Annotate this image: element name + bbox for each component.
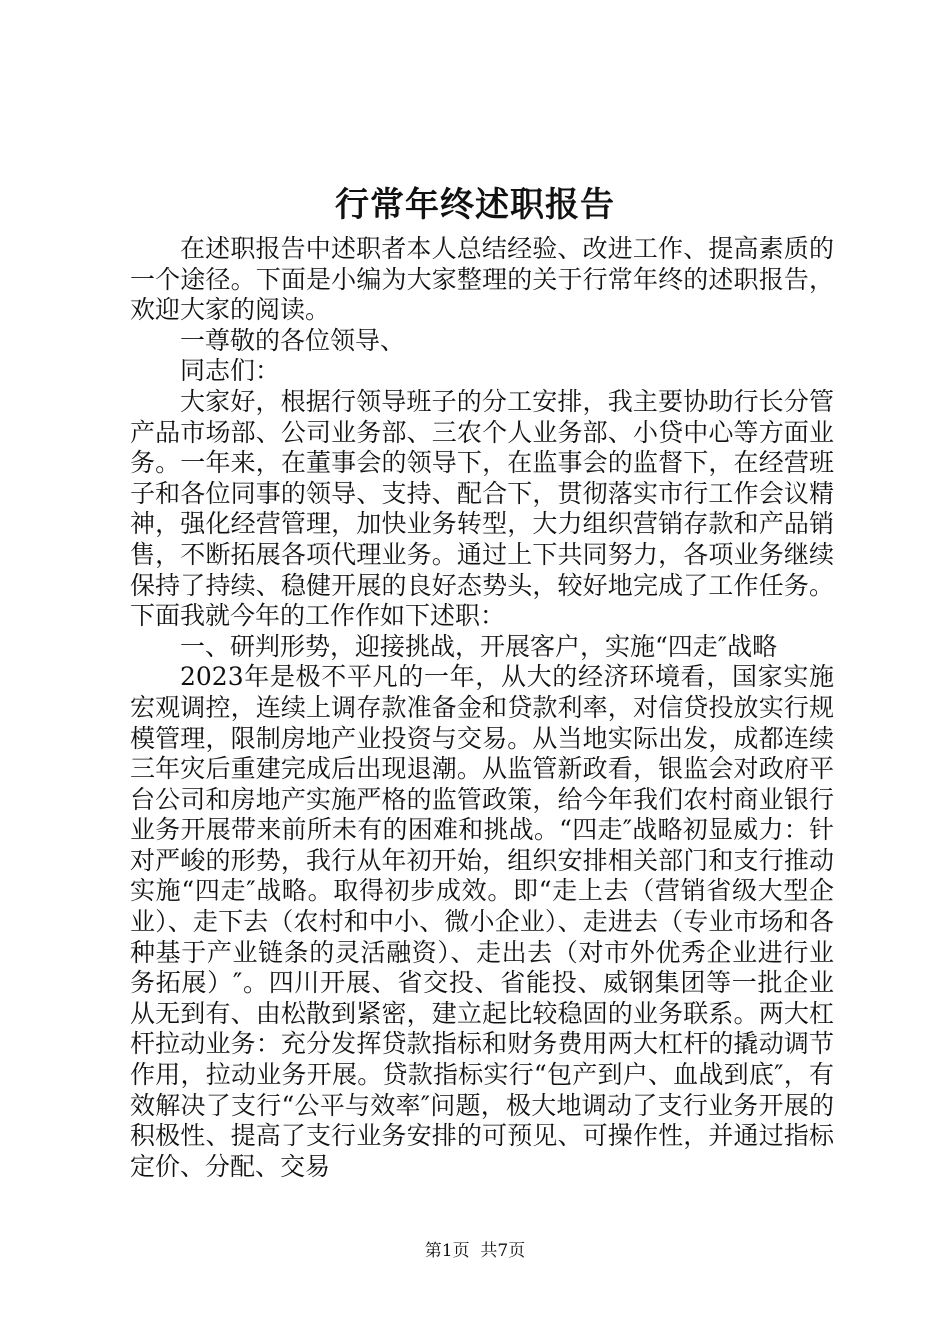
paragraph-salutation: 一尊敬的各位领导、	[180, 325, 406, 355]
paragraph-comrades: 同志们：	[180, 356, 281, 386]
paragraph-greeting: 大家好，根据行领导班子的分工安排，我主要协助行长分管产品市场部、公司业务部、三农个人业务部、小贷中心等方面业务。一年来，在董事会的领导下，在监事会的监督下，在经营班子和各位同事的领导、支持、配合下，贯彻落实市行工作会议精神，强化经营管理，加快业务转型，大力组织营销存款和产品销售，不断拓展各项代理业务。通过上下共同努力，各项业务继续保持了持续、稳健开展的良好态势头，较好地完成了工作任务。下面我就今年的工作作如下述职：	[130, 386, 834, 631]
page-total: 共7页	[480, 1241, 526, 1261]
footer-spacer	[470, 1241, 481, 1261]
section-heading-1: 一、研判形势，迎接挑战，开展客户，实施“四走″战略	[180, 631, 778, 661]
paragraph-intro: 在述职报告中述职者本人总结经验、改进工作、提高素质的一个途径。下面是小编为大家整理的关于行常年终的述职报告，欢迎大家的阅读。	[130, 234, 834, 325]
document-title: 行常年终述职报告	[335, 185, 615, 225]
paragraph-section-1: 2023年是极不平凡的一年，从大的经济环境看，国家实施宏观调控，连续上调存款准备金和贷款利率，对信贷投放实行规模管理，限制房地产业投资与交易。从当地实际出发，成都连续三年灾后重建完成后出现退潮。从监管新政看，银监会对政府平台公司和房地产实施严格的监管政策，给今年我们农村商业银行业务开展带来前所未有的困难和挑战。“四走″战略初显威力：针对严峻的形势，我行从年初开始，组织安排相关部门和支行推动实施“四走″战略。取得初步成效。即“走上去（营销省级大型企业）、走下去（农村和中小、微小企业）、走进去（专业市场和各种基于产业链条的灵活融资）、走出去（对市外优秀企业进行业务拓展）″。四川开展、省交投、省能投、威钢集团等一批企业从无到有、由松散到紧密，建立起比较稳固的业务联系。两大杠杆拉动业务：充分发挥贷款指标和财务费用两大杠杆的撬动调节作用，拉动业务开展。贷款指标实行“包产到户、血战到底″，有效解决了支行“公平与效率″问题，极大地调动了支行业务开展的积极性、提高了支行业务安排的可预见、可操作性，并通过指标定价、分配、交易	[130, 662, 834, 1181]
page-footer	[0, 1240, 950, 1262]
page-number: 第1页	[424, 1241, 470, 1261]
document-body	[130, 234, 834, 1182]
